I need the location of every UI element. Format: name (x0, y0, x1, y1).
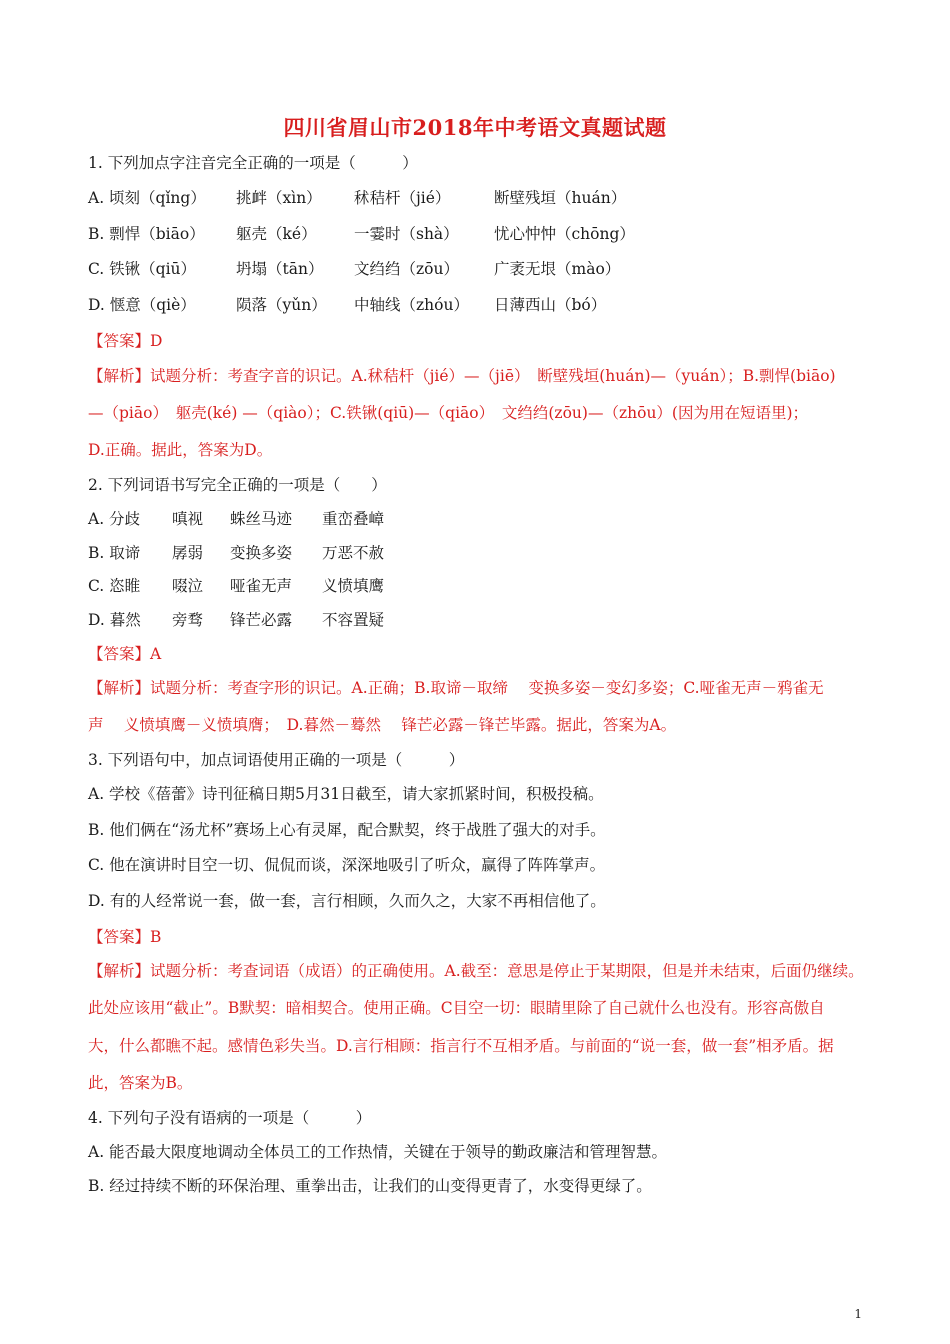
q2-d-4: 不容置疑 (322, 611, 385, 629)
page-number: 1 (854, 1307, 862, 1321)
q3-stem: 3. 下列语句中，加点词语使用正确的一项是（ ） (88, 751, 465, 769)
q3-analysis-line: 此处应该用“截止”。B默契：暗相契合。使用正确。C目空一切：眼睛里除了自己就什么也没有。形容高傲自 (88, 999, 825, 1017)
q2-option-row (88, 543, 384, 563)
q3-option-d: D. 有的人经常说一套，做一套，言行相顾，久而久之，大家不再相信他了。 (88, 892, 606, 910)
q2-c-3: 哑雀无声 (230, 577, 293, 595)
q2-c-2: 啜泣 (172, 577, 204, 595)
q1-d-4: 日薄西山（bó） (494, 296, 607, 314)
q2-b-2: 孱弱 (172, 544, 204, 562)
q2-c-1: C. 恣睢 (88, 577, 141, 595)
q2-answer: 【答案】A (88, 645, 162, 663)
q3-analysis-line: 【解析】试题分析：考查词语（成语）的正确使用。A.截至：意思是停止于某期限，但是并未结束，后面仍继续。 (88, 962, 864, 980)
q2-c-4: 义愤填鹰 (322, 577, 385, 595)
q2-d-3: 锋芒必露 (230, 611, 293, 629)
q2-a-2: 嗔视 (172, 510, 204, 528)
q1-a-1: A. 顷刻（qǐng） (88, 189, 206, 207)
q1-option-row (88, 259, 620, 279)
q3-option-a: A. 学校《蓓蕾》诗刊征稿日期5月31日截至，请大家抓紧时间，积极投稿。 (88, 785, 604, 803)
q3-answer: 【答案】B (88, 928, 162, 946)
q2-d-2: 旁骛 (172, 611, 204, 629)
q2-b-1: B. 取谛 (88, 544, 141, 562)
q1-option-row (88, 295, 606, 315)
q2-d-1: D. 暮然 (88, 611, 141, 629)
q1-c-3: 文绉绉（zōu） (354, 260, 459, 278)
q1-b-3: 一霎时（shà） (354, 225, 459, 243)
q2-analysis-line: 声 义愤填鹰－义愤填膺； D.暮然－蓦然 锋芒必露－锋芒毕露。据此，答案为A。 (88, 716, 677, 734)
q2-analysis-line: 【解析】试题分析：考查字形的识记。A.正确；B.取谛－取缔 变换多姿－变幻多姿；C.哑雀无声－鸦雀无 (88, 679, 824, 697)
q1-a-4: 断壁残垣（huán） (494, 189, 627, 207)
q3-option-c: C. 他在演讲时目空一切、侃侃而谈，深深地吸引了听众，赢得了阵阵掌声。 (88, 856, 606, 874)
q1-analysis-line: 【解析】试题分析：考查字音的识记。A.秫秸杆（jié）—（jiē） 断壁残垣(huán)—（yuán）；B.剽悍(biāo) (88, 367, 836, 385)
q2-b-4: 万恶不赦 (322, 544, 385, 562)
q3-analysis-line: 大，什么都瞧不起。感情色彩失当。D.言行相顾：指言行不互相矛盾。与前面的“说一套，做一套”相矛盾。据 (88, 1037, 834, 1055)
q1-b-1: B. 剽悍（biāo） (88, 225, 205, 243)
q1-a-3: 秫秸杆（jié） (354, 189, 451, 207)
q2-option-row (88, 509, 384, 529)
q1-b-4: 忧心忡忡（chōng） (494, 225, 635, 243)
q4-option-b: B. 经过持续不断的环保治理、重拳出击，让我们的山变得更青了，水变得更绿了。 (88, 1177, 652, 1195)
q1-d-1: D. 惬意（qiè） (88, 296, 196, 314)
q2-a-3: 蛛丝马迹 (230, 510, 293, 528)
q2-a-1: A. 分歧 (88, 510, 141, 528)
q1-c-1: C. 铁锹（qiū） (88, 260, 197, 278)
q1-analysis-line: —（piāo） 躯壳(ké) —（qiào）；C.铁锹(qiū)—（qiāo） 文绉绉(zōu)—（zhōu）(因为用在短语里)； (88, 404, 809, 422)
q1-c-2: 坍塌（tān） (236, 260, 324, 278)
q2-b-3: 变换多姿 (230, 544, 293, 562)
q2-option-row (88, 610, 384, 630)
q2-a-4: 重峦叠嶂 (322, 510, 385, 528)
q1-stem: 1. 下列加点字注音完全正确的一项是（ ） (88, 154, 418, 172)
q1-option-row (88, 224, 635, 244)
q1-a-2: 挑衅（xìn） (236, 189, 322, 207)
q1-analysis-line: D.正确。据此，答案为D。 (88, 441, 273, 459)
q4-stem: 4. 下列句子没有语病的一项是（ ） (88, 1109, 372, 1127)
q3-option-b: B. 他们俩在“汤尤杯”赛场上心有灵犀，配合默契，终于战胜了强大的对手。 (88, 821, 606, 839)
q1-answer: 【答案】D (88, 332, 163, 350)
q4-option-a: A. 能否最大限度地调动全体员工的工作热情，关键在于领导的勤政廉洁和管理智慧。 (88, 1143, 668, 1161)
q1-b-2: 躯壳（ké） (236, 225, 317, 243)
q1-option-row (88, 188, 626, 208)
page-title: 四川省眉山市2018年中考语文真题试题 (283, 115, 667, 140)
q1-d-3: 中轴线（zhóu） (354, 296, 469, 314)
q2-stem: 2. 下列词语书写完全正确的一项是（ ） (88, 476, 387, 494)
q1-d-2: 陨落（yǔn） (236, 296, 327, 314)
q1-c-4: 广袤无垠（mào） (494, 260, 621, 278)
q2-option-row (88, 576, 384, 596)
q3-analysis-line: 此，答案为B。 (88, 1074, 193, 1092)
